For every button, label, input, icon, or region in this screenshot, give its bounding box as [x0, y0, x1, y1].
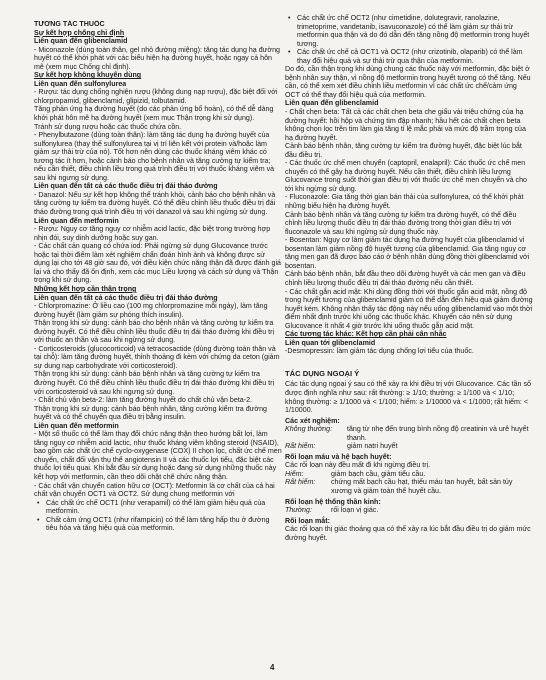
left-column	[34, 20, 282, 660]
section-title-adverse-effects: TÁC DỤNG NGOẠI Ý	[285, 368, 360, 378]
para-beta2-caution: Thận trọng khi sử dụng: cảnh báo bệnh nhân, tăng cường kiểm tra đường huyết và có thể chuyển qua điều trị bằng insulin.	[34, 404, 267, 422]
para-bile-acid: - Các chất gắn acid mật: Khi dùng đồng thời với thuốc gắn acid mật, nồng độ trong huyết tương của glibenclamid giảm có thể dẫn đến hiệu quả giảm đường huyết kém. Không nhận thấy tác động này nếu uống glibenclamid vào một thời điểm nhất định trước khi uống các thuốc khác. Khuyến cáo nên sử dụng Glucovance ít nhất 4 giờ trước khi uống thuốc gắn acid mật.	[285, 287, 533, 330]
freq-text: giảm bạch cầu, giảm tiểu cầu.	[331, 469, 426, 478]
right-column	[285, 14, 533, 654]
freq-row	[285, 442, 533, 451]
para-renal-drugs: - Một số thuốc có thể làm thay đổi chức năng thận theo hướng bất lợi, làm tăng nguy cơ nhiễm acid lactic, như thuốc kháng viêm không steroid (NSAID), bao gồm các chất ức chế cyclo-oxygenase (COX) II chọn lọc, chất ức chế men chuyển, chất đối vận thụ thể angiotensin II và các thuốc lợi tiểu, đặc biệt các thuốc lợi tiểu quai. Khi bắt đầu sử dụng hoặc đang sử dụng những thuốc này kết hợp với metformin, cần theo dõi chặt chẽ chức năng thận.	[34, 430, 282, 481]
heading-other-interactions: Các tương tác khác: Kết hợp cần phải cân nhắc	[285, 330, 447, 339]
heading-nervous-system: Rối loạn hệ thống thần kinh:	[285, 497, 381, 506]
para-corticosteroids-caution: Thận trọng khi sử dụng: cảnh báo bệnh nhân và tăng cường tự kiểm tra đường huyết. Có thể điều chỉnh liều thuốc điều trị đái tháo đường khi điều trị với corticosteroid và sau khi ngưng sử dụng.	[34, 370, 275, 396]
para-oct-caution: Do đó, cần thận trọng khi dùng chung các thuốc này với metformin, đặc biệt ở bệnh nhân suy thận, vì nồng độ metformin trong huyết tương có thể tăng. Nếu cần, có thể xem xét điều chỉnh liều metformin vì các chất ức chế/cảm ứng OCT có thể thay đổi hiệu quả của metformin.	[285, 65, 531, 99]
freq-text: tăng từ nhẹ đến trung bình nồng độ creatinin và urê huyết thanh.	[347, 425, 529, 442]
freq-label: Không thường:	[285, 425, 333, 434]
heading-glibenclamid-2: Liên quan đến glibenclamid	[285, 99, 379, 108]
para-beta2: - Chất chủ vận beta-2: làm tăng đường huyết do chất chủ vận beta-2.	[34, 396, 253, 405]
heading-sulfonylurea: Liên quan đến sulfonylurea	[34, 79, 127, 88]
section-title-interactions: TƯƠNG TÁC THUỐC	[34, 20, 105, 28]
list-item: • Các chất ức chế OCT2 (như cimetidine, dolutegravir, ranolazine, trimetoprime, vandetanib, isavuconazole) có thể làm giảm sự thải trừ metformin qua thận và do đó dẫn đến tăng nồng độ metformin trong huyết tương.	[297, 14, 533, 48]
para-danazol: - Danazol: Nếu sự kết hợp không thể tránh khỏi, cảnh báo cho bệnh nhân và tăng cường tự kiểm tra đường huyết. Có thể điều chỉnh liều thuốc điều trị đái tháo đường trong quá trình điều trị với danazol và sau khi ngừng sử dụng.	[34, 190, 276, 217]
freq-row	[285, 506, 533, 515]
para-iodine-contrast: - Các chất cản quang có chứa iod: Phải ngừng sử dụng Glucovance trước hoặc tại thời điểm làm xét nghiệm chẩn đoán hình ảnh và không được sử dụng lại cho tới 48 giờ sau đó, với điều kiện chức năng thận đã được đánh giá lại và cho thấy đã ổn định, xem các mục Liều lượng và cách sử dụng và Thận trọng khi sử dụng.	[34, 242, 281, 285]
para-miconazole: - Miconazole (dùng toàn thân, gel nhỏ đường miệng): tăng tác dụng hạ đường huyết có thể khởi phát với các biểu hiện hạ đường huyết, hoặc ngay cả hôn mê (xem mục Chống chỉ định).	[34, 45, 280, 71]
heading-precautions: Những kết hợp cần thận trọng	[34, 284, 137, 293]
freq-label: Thường:	[285, 506, 312, 515]
para-beta-blockers: - Chất chẹn beta: Tất cả các chất chẹn beta che giấu vài triệu chứng của hạ đường huyết: hồi hộp và chứng tim đập nhanh; hầu hết các chất chẹn beta không chọn lọc trên tim làm gia tăng tỉ lệ mắc phải và mức độ trầm trọng của hạ đường huyết.	[285, 108, 526, 142]
heading-eye-disorders: Rối loạn mắt:	[285, 516, 330, 525]
para-fluconazole: - Fluconazole: Gia tăng thời gian bán thải của sulfonylurea, có thể khởi phát những biểu hiện hạ đường huyết.	[285, 193, 524, 211]
heading-contraindicated: Sự kết hợp chống chỉ định	[34, 28, 125, 37]
para-phenylbutazone: - Phenylbutazone (dùng toàn thân): làm tăng tác dụng hạ đường huyết của sulfonylurea (thay thế sulfonylurea tại vị trí liên kết với protein và/hoặc làm giảm sự thải trừ của nó). Tốt hơn nên dùng các thuốc kháng viêm khác có tương tác ít hơn, hoặc cảnh báo cho bệnh nhân và tăng cường tự kiểm tra; nếu cần thiết, điều chỉnh liều trong quá trình điều trị với thuốc kháng viêm và sau khi ngưng sử dụng.	[34, 131, 275, 182]
heading-all-antidiabetics-2: Liên quan đến tất cả các thuốc điều trị đái tháo đường	[34, 293, 218, 302]
heading-lab-tests: Các xét nghiệm:	[285, 416, 340, 425]
para-adverse-intro: Các tác dụng ngoại ý sau có thể xảy ra khi điều trị với Glucovance. Các tần số được định nghĩa như sau: rất thường: ≥ 1/10; thường: ≥ 1/100 và < 1/10; không thường: ≥ 1/1000 và < 1/100; hiếm: ≥ 1/10000 và < 1/1000; rất hiếm: < 1/10000.	[285, 380, 531, 415]
para-alcohol: - Rượu: tác dụng chống nghiện rượu (không dung nạp rượu), đặc biệt đối với chlorpropamid, glibenclamid, glipizid, tolbutamid.	[34, 88, 278, 105]
para-metformin-alcohol: - Rượu: Nguy cơ tăng nguy cơ nhiễm acid lactic, đặc biệt trong trường hợp nhịn đói, suy dinh dưỡng hoặc suy gan.	[34, 225, 271, 242]
para-hypoglycemia: Tăng phản ứng hạ đường huyết (do các phản ứng bổ hoàn), có thể dễ dàng khởi phát hôn mê hạ đường huyết (xem mục Thận trọng khi sử dụng).	[34, 105, 274, 123]
para-chlorpromazine-caution: Thận trọng khi sử dụng: cảnh báo cho bệnh nhân và tăng cường tự kiểm tra đường huyết. Có thể điều chỉnh liều thuốc điều trị đái tháo đường khi điều trị với thuốc an thần và sau khi ngừng sử dụng.	[34, 319, 275, 345]
para-eye: Các rối loạn thị giác thoáng qua có thể xảy ra lúc bắt đầu điều trị do giảm mức đường huyết.	[285, 525, 531, 542]
para-beta-blockers-caution: Cảnh báo bệnh nhân, tăng cường tự kiểm tra đường huyết, đặc biệt lúc bắt đầu điều trị.	[285, 142, 522, 159]
para-oct: - Các chất vận chuyển cation hữu cơ (OCT): Metformin là cơ chất của cả hai chất vận chuyển OCT1 và OCT2. Sử dụng chung metformin với	[34, 481, 275, 499]
list-item: • Các chất ức chế OCT1 (như verapamil) có thể làm giảm hiệu quả của metformin.	[46, 499, 282, 516]
freq-label: Hiếm:	[285, 469, 304, 478]
para-fluconazole-caution: Cảnh báo bệnh nhân và tăng cường tự kiểm tra đường huyết, có thể điều chỉnh liều lượng thuốc điều trị đái tháo đường trong thời gian điều trị với fluconazole và sau khi ngừng sử dụng thuốc này.	[285, 210, 517, 236]
heading-not-recommended: Sự kết hợp không khuyến dùng	[34, 71, 142, 80]
oct-bullet-list	[34, 499, 282, 533]
list-item: • Các chất ức chế cả OCT1 và OCT2 (như crizotinib, olaparib) có thể làm thay đổi hiệu quả và sự thải trừ qua thận của metformin.	[297, 48, 533, 65]
freq-row	[285, 425, 533, 442]
oct2-bullet-list	[285, 14, 533, 65]
freq-label: Rất hiếm:	[285, 478, 316, 487]
heading-metformin-2: Liên quan đến metformin	[34, 421, 119, 430]
para-bosentan-caution: Cảnh báo bệnh nhân, bắt đầu theo dõi đường huyết và các men gan và điều chỉnh liều lượng thuốc điều trị đái tháo đường nếu cần thiết.	[285, 270, 526, 287]
freq-text: rối loạn vị giác.	[331, 506, 379, 515]
freq-text: giảm natri huyết	[347, 442, 398, 451]
heading-metformin: Liên quan đến metformin	[34, 216, 119, 225]
heading-all-antidiabetics: Liên quan đến tất cả các thuốc điều trị đái tháo đường	[34, 182, 218, 191]
heading-glibenclamid: Liên quan đến glibenclamid	[34, 37, 128, 46]
list-item: • Chất cảm ứng OCT1 (như rifampicin) có thể làm tăng hấp thu ở đường tiêu hóa và tăng hiệu quả của metformin.	[46, 516, 282, 533]
para-ace-inhibitors: - Các thuốc ức chế men chuyển (captopril, enalapril): Các thuốc ức chế men chuyển có thể gây hạ đường huyết. Nếu cần thiết, điều chỉnh liều lượng Glucovance trong suốt thời gian điều trị với thuốc ức chế men chuyển và cho tới khi ngừng sử dụng.	[285, 159, 527, 193]
para-desmopressin: -Desmopressin: làm giảm tác dụng chống lợi tiểu của thuốc.	[285, 347, 474, 356]
para-blood-intro: Các rối loạn này đều mất đi khi ngừng điều trị.	[285, 461, 431, 470]
page-number: 4	[270, 663, 275, 672]
heading-glibenclamid-3: Liên quan tới glibenclamid	[285, 338, 376, 347]
para-chlorpromazine: - Chlorpromazine: Ở liều cao (100 mg chlorpromazine mỗi ngày), làm tăng đường huyết (làm giảm sự phóng thích insulin).	[34, 302, 268, 319]
freq-text: chứng mất bạch cầu hạt, thiếu máu tan huyết, bất sản tủy xương và giảm toàn thể huyết cầu.	[331, 478, 513, 495]
freq-label: Rất hiếm:	[285, 442, 316, 451]
para-bosentan: - Bosentan: Nguy cơ làm giảm tác dụng hạ đường huyết của glibenclamid vì bosentan làm giảm nồng độ huyết tương của glibenclamid. Gia tăng nguy cơ tăng men gan đã được báo cáo ở bệnh nhân dùng đồng thời glibenclamid với bosentan.	[285, 236, 530, 270]
para-corticosteroids: - Corticosteroids (glucocorticoid) và tetracosactide (dùng đường toàn thân và tại chỗ): làm tăng đường huyết, thỉnh thoảng đi kèm với chứng da ceton (giảm sự dung nạp carbohydrate với corticosteroid).	[34, 344, 280, 370]
freq-row	[285, 478, 533, 495]
heading-blood-disorders: Rối loạn máu và hệ bạch huyết:	[285, 452, 392, 461]
para-avoid-alcohol: Tránh sử dụng rượu hoặc các thuốc chứa cồn.	[34, 122, 182, 131]
